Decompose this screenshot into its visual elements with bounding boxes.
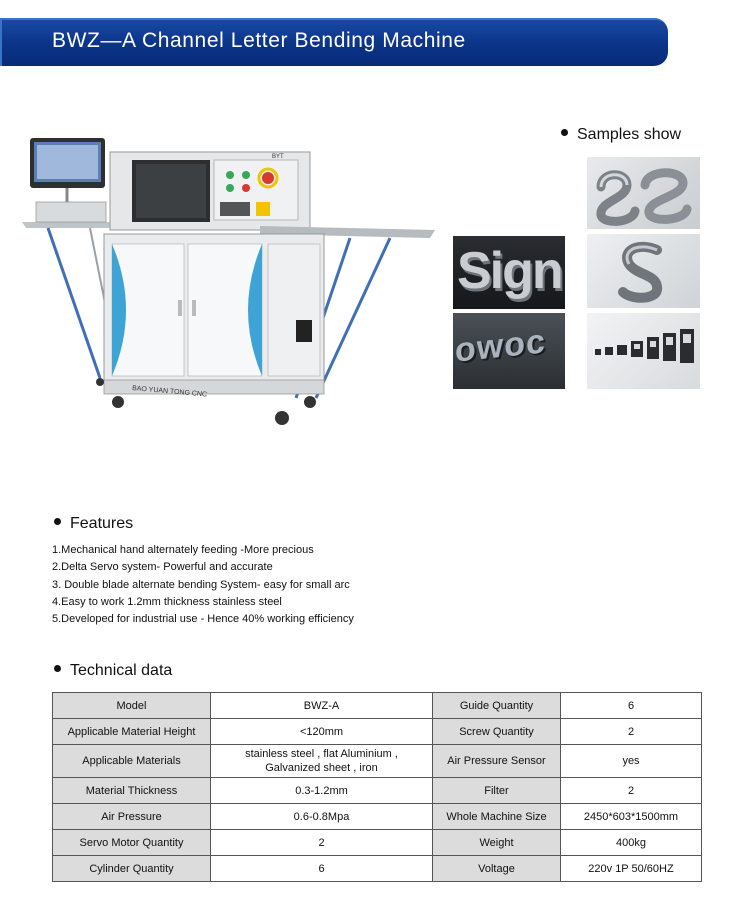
spec-value <box>211 745 433 778</box>
spec-value-line: Galvanized sheet , iron <box>265 762 378 774</box>
spec-value: 0.6-0.8Mpa <box>211 804 433 830</box>
spec-label: Applicable Material Height <box>53 719 211 745</box>
spec-value-line: stainless steel , flat Aluminium , <box>245 748 398 760</box>
table-row <box>53 830 702 856</box>
spec-value: BWZ-A <box>211 693 433 719</box>
spec-label: Material Thickness <box>53 778 211 804</box>
spec-value: 400kg <box>561 830 702 856</box>
spec-value: <120mm <box>211 719 433 745</box>
technical-heading-text: Technical data <box>70 662 173 679</box>
machine-photo <box>20 130 440 430</box>
panel-label: BYT <box>272 154 284 160</box>
sample-photo-p-letters <box>587 313 700 389</box>
bullet-icon <box>561 129 568 136</box>
spec-label: Voltage <box>433 856 561 882</box>
feature-item: 5.Developed for industrial use - Hence 40% working efficiency <box>52 613 354 626</box>
spec-value: yes <box>561 745 702 778</box>
brand-plate: BAO YUAN TONG CNC <box>131 385 208 399</box>
bullet-icon <box>54 518 61 525</box>
spec-label: Model <box>53 693 211 719</box>
table-row <box>53 778 702 804</box>
spec-label: Filter <box>433 778 561 804</box>
spec-value: 6 <box>561 693 702 719</box>
sample-photo-big-s <box>587 234 700 308</box>
wall-letters: owoc <box>455 322 546 370</box>
spec-label: Weight <box>433 830 561 856</box>
table-row <box>53 804 702 830</box>
spec-value: 0.3-1.2mm <box>211 778 433 804</box>
feature-item: 4.Easy to work 1.2mm thickness stainless steel <box>52 595 282 608</box>
spec-label: Whole Machine Size <box>433 804 561 830</box>
bullet-icon <box>54 665 61 672</box>
spec-label: Screw Quantity <box>433 719 561 745</box>
spec-label: Cylinder Quantity <box>53 856 211 882</box>
spec-label: Applicable Materials <box>53 745 211 778</box>
sample-photo-wall-sign <box>453 313 565 389</box>
features-list <box>52 542 672 628</box>
technical-data-table <box>52 692 702 882</box>
feature-item: 1.Mechanical hand alternately feeding -More precious <box>52 544 314 556</box>
table-row <box>53 745 702 778</box>
spec-label: Guide Quantity <box>433 693 561 719</box>
spec-value: 2450*603*1500mm <box>561 804 702 830</box>
features-heading-text: Features <box>70 515 134 532</box>
sample-photo-stainless-s <box>587 157 700 229</box>
features-heading <box>54 515 133 533</box>
feature-item: 2.Delta Servo system- Powerful and accurate <box>52 561 273 574</box>
spec-value: 6 <box>211 856 433 882</box>
spec-value: 2 <box>561 778 702 804</box>
page-title: BWZ—A Channel Letter Bending Machine <box>52 29 466 52</box>
table-row <box>53 693 702 719</box>
table-row <box>53 719 702 745</box>
samples-heading <box>561 126 681 144</box>
feature-item: 3. Double blade alternate bending System- easy for small arc <box>52 578 350 591</box>
title-banner <box>0 18 668 66</box>
spec-label: Air Pressure Sensor <box>433 745 561 778</box>
spec-label: Servo Motor Quantity <box>53 830 211 856</box>
spec-value: 220v 1P 50/60HZ <box>561 856 702 882</box>
table-row <box>53 856 702 882</box>
sample-photo-sign <box>453 236 565 309</box>
spec-value: 2 <box>561 719 702 745</box>
spec-label: Air Pressure <box>53 804 211 830</box>
spec-value: 2 <box>211 830 433 856</box>
technical-heading <box>54 662 172 680</box>
sign-letters: Sign <box>457 242 562 300</box>
samples-heading-text: Samples show <box>577 126 682 143</box>
